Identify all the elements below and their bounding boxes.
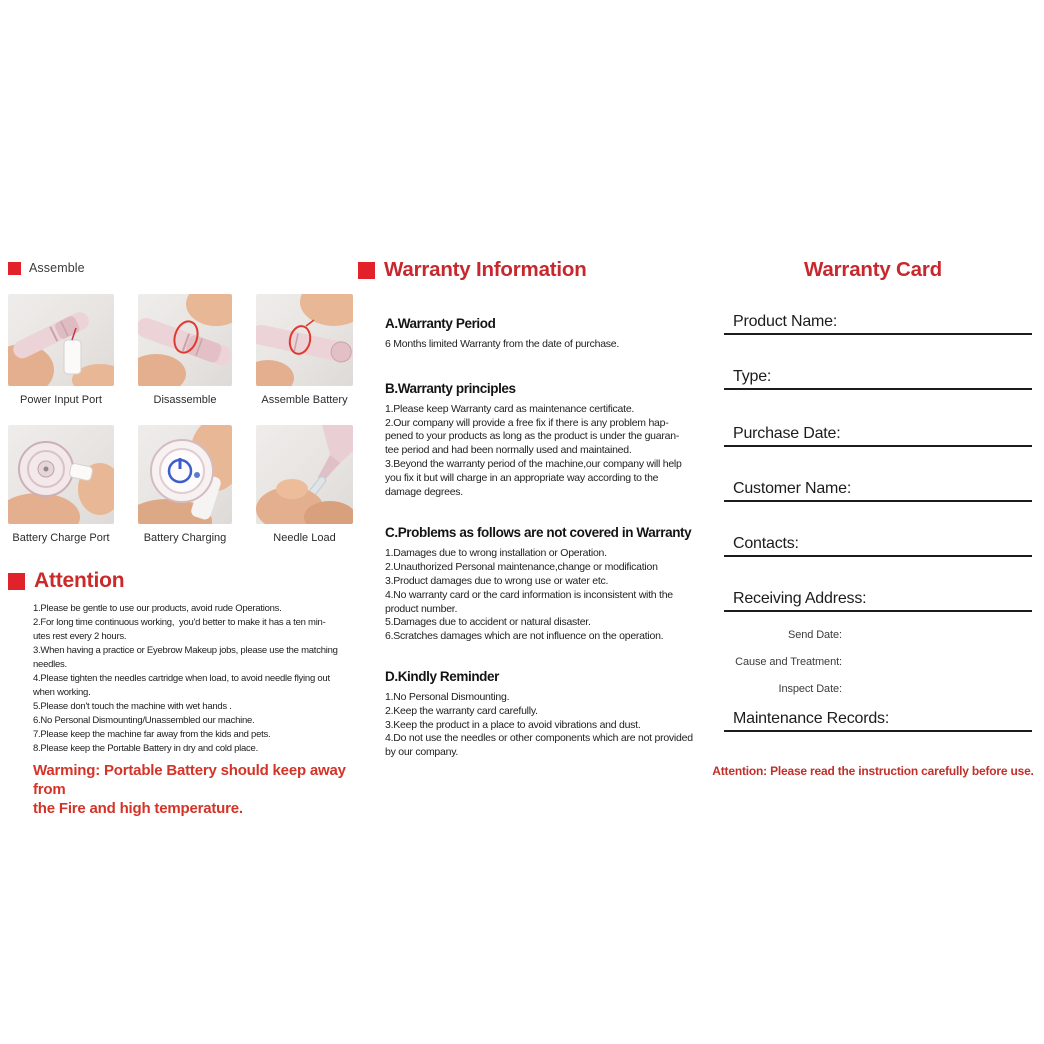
photo-disassemble bbox=[138, 294, 232, 386]
field-type bbox=[724, 366, 1032, 390]
attention-line: needles. bbox=[33, 659, 67, 670]
photo-power-input-port bbox=[8, 294, 114, 386]
warranty-text-line: 1.No Personal Dismounting. bbox=[385, 690, 510, 703]
warranty-information-header bbox=[358, 258, 704, 282]
warranty-section-not-covered bbox=[358, 525, 704, 644]
field-customer-name bbox=[724, 478, 1032, 502]
warranty-text-line: by our company. bbox=[385, 746, 459, 759]
photo-caption: Battery Charging bbox=[143, 532, 227, 544]
field-send-date: Send Date: bbox=[787, 629, 842, 641]
attention-list bbox=[8, 602, 353, 756]
photo-caption: Disassemble bbox=[153, 394, 217, 406]
photo-battery-charge-port bbox=[8, 425, 114, 524]
attention-line: 1.Please be gentle to use our products, avoid rude Operations. bbox=[33, 603, 282, 614]
assemble-section-header bbox=[8, 261, 353, 275]
warranty-section-heading: A.Warranty Period bbox=[385, 316, 496, 331]
attention-line: 4.Please tighten the needles cartridge when load, to avoid needle flying out bbox=[33, 673, 330, 684]
figure-disassemble bbox=[138, 294, 232, 406]
battery-charge-port-illustration bbox=[8, 425, 114, 524]
attention-line: 2.For long time continuous working, you'd better to make it has a ten min- bbox=[33, 617, 326, 628]
warranty-text-line: 2.Keep the warranty card carefully. bbox=[385, 704, 538, 717]
field-label: Product Name: bbox=[733, 313, 838, 330]
warranty-text-line: 4.No warranty card or the card information is inconsistent with the bbox=[385, 588, 673, 601]
field-label: Maintenance Records: bbox=[733, 710, 890, 727]
field-inspect-date: Inspect Date: bbox=[778, 683, 842, 695]
warranty-text-line: 4.Do not use the needles or other components which are not provided bbox=[385, 732, 693, 745]
figure-battery-charging bbox=[138, 425, 232, 544]
warranty-section-heading: B.Warranty principles bbox=[385, 380, 516, 396]
attention-line: 3.When having a practice or Eyebrow Makeup jobs, please use the matching bbox=[33, 645, 338, 656]
figure-battery-charge-port bbox=[8, 425, 114, 544]
photo-caption: Power Input Port bbox=[20, 394, 102, 406]
attention-section-header bbox=[8, 569, 353, 593]
warranty-text-line: 2.Our company will provide a free fix if there is any problem hap- bbox=[385, 416, 669, 429]
warranty-text-line: 5.Damages due to accident or natural disaster. bbox=[385, 616, 591, 629]
field-label: Receiving Address: bbox=[733, 590, 867, 607]
power-input-port-illustration bbox=[8, 294, 114, 386]
warranty-information-title: Warranty Information bbox=[384, 258, 587, 281]
field-maintenance-records bbox=[724, 708, 1032, 732]
battery-warning-line-1: Warming: Portable Battery should keep away from bbox=[33, 762, 346, 798]
attention-line: 8.Please keep the Portable Battery in dry and cold place. bbox=[33, 743, 258, 754]
assemble-battery-illustration bbox=[256, 294, 353, 386]
warranty-text-line: 3.Beyond the warranty period of the machine,our company will help bbox=[385, 457, 682, 470]
field-label: Customer Name: bbox=[733, 480, 852, 497]
field-contacts bbox=[724, 533, 1032, 557]
section-marker-icon bbox=[8, 262, 21, 275]
photo-needle-load bbox=[256, 425, 353, 524]
warranty-text-line: 6.Scratches damages which are not influence on the operation. bbox=[385, 630, 664, 643]
warranty-text-line: 2.Unauthorized Personal maintenance,change or modification bbox=[385, 561, 658, 574]
section-marker-icon bbox=[358, 262, 375, 279]
needle-load-illustration bbox=[256, 425, 353, 524]
attention-title: Attention bbox=[34, 569, 125, 592]
photo-battery-charging bbox=[138, 425, 232, 524]
field-purchase-date bbox=[724, 423, 1032, 447]
assemble-column bbox=[8, 261, 353, 818]
figure-needle-load bbox=[256, 425, 353, 544]
photo-assemble-battery bbox=[256, 294, 353, 386]
photo-caption: Assemble Battery bbox=[261, 394, 348, 406]
attention-line: 7.Please keep the machine far away from the kids and pets. bbox=[33, 729, 271, 740]
warranty-text-line: you fix it but will charge in an appropriate way according to the bbox=[385, 471, 659, 484]
photo-caption: Battery Charge Port bbox=[12, 532, 110, 544]
warranty-text-line: damage degrees. bbox=[385, 485, 463, 498]
warranty-text-line: product number. bbox=[385, 602, 458, 615]
assemble-photo-row-2 bbox=[8, 425, 353, 544]
warranty-section-heading: D.Kindly Reminder bbox=[385, 668, 499, 684]
assemble-photo-row-1 bbox=[8, 294, 353, 406]
warranty-text-line: tee period and had been normally used and maintained. bbox=[385, 444, 632, 457]
field-label: Type: bbox=[733, 368, 772, 385]
warranty-text-line: 3.Keep the product in a place to avoid vibrations and dust. bbox=[385, 718, 641, 731]
attention-line: 5.Please don't touch the machine with wet hands . bbox=[33, 701, 232, 712]
attention-line: when working. bbox=[33, 687, 91, 698]
field-label: Contacts: bbox=[733, 535, 799, 552]
warranty-text-line: 1.Damages due to wrong installation or Operation. bbox=[385, 547, 607, 560]
warranty-text-line: 6 Months limited Warranty from the date of purchase. bbox=[385, 338, 620, 350]
warranty-text-line: 1.Please keep Warranty card as maintenance certificate. bbox=[385, 402, 635, 415]
warranty-text-line: 3.Product damages due to wrong use or water etc. bbox=[385, 574, 609, 587]
battery-charging-illustration bbox=[138, 425, 232, 524]
field-cause-and-treatment: Cause and Treatment: bbox=[735, 656, 842, 668]
section-marker-icon bbox=[8, 573, 25, 590]
attention-line: utes rest every 2 hours. bbox=[33, 631, 127, 642]
photo-caption: Needle Load bbox=[273, 532, 336, 544]
attention-line: 6.No Personal Dismounting/Unassembled our machine. bbox=[33, 715, 255, 726]
warranty-section-reminder bbox=[358, 669, 704, 760]
field-label: Purchase Date: bbox=[733, 425, 841, 442]
warranty-card-title: Warranty Card bbox=[804, 258, 942, 281]
disassemble-illustration bbox=[138, 294, 232, 386]
figure-power-input-port bbox=[8, 294, 114, 406]
field-receiving-address bbox=[724, 588, 1032, 612]
warranty-section-period bbox=[358, 316, 704, 352]
warranty-section-heading: C.Problems as follows are not covered in Warranty bbox=[385, 525, 692, 541]
warranty-information-column bbox=[358, 258, 704, 783]
battery-warning-text bbox=[8, 761, 353, 818]
field-product-name bbox=[724, 311, 1032, 335]
figure-assemble-battery bbox=[256, 294, 353, 406]
warranty-text-line: pened to your products as long as the product is under the guaran- bbox=[385, 430, 680, 443]
battery-warning-line-2: the Fire and high temperature. bbox=[33, 800, 243, 817]
assemble-title: Assemble bbox=[29, 261, 85, 275]
warranty-section-principles bbox=[358, 381, 704, 500]
warranty-card-column bbox=[712, 258, 1034, 798]
read-instruction-note: Attention: Please read the instruction carefully before use. bbox=[712, 764, 1034, 778]
